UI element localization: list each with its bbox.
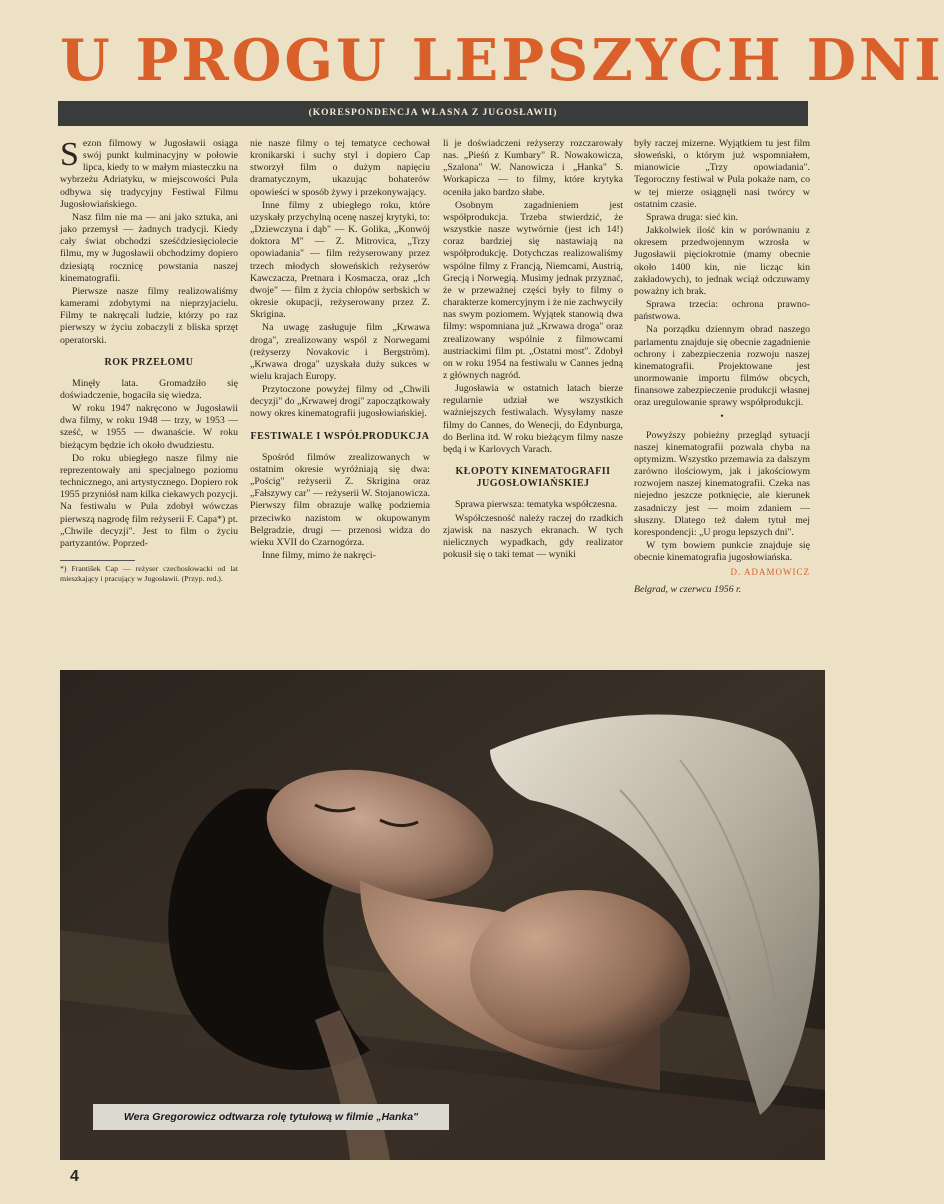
dropcap: S [60,136,79,173]
paragraph: Przytoczone powyżej filmy od „Chwili decyzji" do „Krwawej drogi" zapoczątkowały nowy okres kinematografii jugosłowiańskiej. [250,384,430,420]
paragraph: Spośród filmów zrealizowanych w ostatnim okresie wyróżniają się dwa: „Pościg" reżyserii Z. Skrigina oraz „Fałszywy car" — reżyserii W. Stojanowicza. Pierwszy film obrazuje walkę podziemia przeciwko nazistom w okupowanym Belgradzie, drugi — przenosi widza do wieku XVII do Czarnogórza. [250,451,430,548]
paragraph: były raczej mizerne. Wyjątkiem tu jest film słoweński, o którym już wspomniałem, mianowicie „Trzy opowiadania". Tegoroczny festiwal w Pula pokaże nam, co w tej mierze osiągnęli nasi twórcy w ostatnim czasie. [634,138,810,210]
section-divider: • [720,411,724,423]
paragraph: li je doświadczeni reżyserzy rozczarowały nas. „Pieśń z Kumbary" R. Nowakowicza, „Szalona" W. Nanowicza i „Hanka" S. Workapicza — to filmy, które krytyka oceniła jako bardzo słabe. [443,138,623,198]
paragraph: Inne filmy, mimo że nakręci- [262,550,376,561]
correspondence-subtitle: (KORESPONDENCJA WŁASNA Z JUGOSŁAWII) [58,101,808,126]
paragraph: Do roku ubiegłego nasze filmy nie reprezentowały ani specjalnego poziomu technicznego, ani artystycznego. Dopiero rok 1955 przyniósł nam kilka ciekawych pozycji. Na festiwalu w Pula zdobył wówczas pierwszą nagrodę film reżyserii F. Capa*) pt. „Chwile decyzji". Jest to film o życiu partyzantów. Poprzed- [60,452,238,549]
paragraph: Osobnym zagadnieniem jest współprodukcja. Trzeba stwierdzić, że wszystkie nasze wytwórnie (jest ich 14!) coraz bardziej się nastawiają na współprodukcję. Dotychczas realizowaliśmy wspólne filmy z Francją, Niemcami, Austrią, Grecją i Norwegią. Musimy jednak przyznać, że w przeważnej części były to filmy o charakterze komercyjnym i że nie zachwyciły nas swym poziomem. Wyjątek stanowią dwa filmy: wspomniana już „Krwawa droga" oraz zrealizowany wspólnie z filmowcami austriackimi film pt. „Ostatni most". Zdobył on w roku 1954 na festiwalu w Cannes jedną z głównych nagród. [443,199,623,381]
paragraph: Na uwagę zasługuje film „Krwawa droga", zrealizowany wspól z Norwegami (reżyserzy Novakovic i Bergström). „Krwawa droga" uzyskała duży sukces w wielu krajach Europy. [250,322,430,382]
paragraph: W roku 1947 nakręcono w Jugosławii dwa filmy, w roku 1948 — trzy, w 1953 — sześć, w 1955 — dwanaście. W roku bieżącym będzie ich około dwudziestu. [60,403,238,451]
dateline: Belgrad, w czerwcu 1956 r. [634,584,742,596]
photo-caption: Wera Gregorowicz odtwarza rolę tytułową w filmie „Hanka" [93,1104,449,1130]
article-column-4 [634,138,810,666]
paragraph: Pierwsze nasze filmy realizowaliśmy kamerami zdobytymi na nieprzyjacielu. Filmy te nakręcali ludzie, którzy po raz pierwszy w życiu zobaczyli z bliska sprzęt operatorski. [60,285,238,346]
article-column-2 [250,138,430,658]
paragraph: Współczesność należy raczej do rzadkich zjawisk na naszych ekranach. W tych nielicznych wypadkach, gdy realizator pokusił się o taki temat — wyniki [443,512,623,560]
paragraph: Sprawa trzecia: ochrona prawno-państwowa. [634,299,810,323]
paragraph: W tym bowiem punkcie znajduje się obecnie kinematografia jugosłowiańska. [634,540,810,564]
paragraph: Sprawa druga: sieć kin. [646,211,738,223]
paragraph: Inne filmy z ubiegłego roku, które uzyskały przychylną ocenę naszej krytyki, to: „Dziewczyna i dąb" — K. Golika, „Konwój doktora M" — Z. Mitrovica, „Trzy opowiadania" — film reżyserowany przez trzech młodych słoweńskich reżyserów Kawczacza, Pretnara i Kosmacza, oraz „Ich dwoje" — film z życia chłopów serbskich w okresie okupacji, reżyserowany przez Z. Skrigina. [250,199,430,321]
paragraph: nie nasze filmy o tej tematyce cechował kronikarski i suchy styl i dopiero Cap stworzył film o dużym napięciu dramatycznym, ukazując bohaterów opowieści w sposób żywy i przekonywający. [250,138,430,198]
film-still-photo [60,670,825,1160]
article-column-3 [443,138,623,658]
author-signature: D. ADAMOWICZ [730,567,810,578]
paragraph: Powyższy pobieżny przegląd sytuacji naszej kinematografii pozwala chyba na optymizm. Wszystko przemawia za dalszym zarówno ilościowym, jak i jakościowym rozwojem naszej kinematografii. Czeka nas niejedno jeszcze potknięcie, ale kierunek zasadniczy jest — moim zdaniem — słuszny. Dlatego też dałem tytuł mej korespondencji: „U progu lepszych dni". [634,429,810,538]
article-column-1 [60,138,238,670]
paragraph: Sezon filmowy w Jugosławii osiąga swój punkt kulminacyjny w połowie lipca, kiedy to w małym miasteczku na wybrzeżu Adriatyku, w miejscowości Pula odbywa się tradycyjny Festiwal Filmu Jugosłowiańskiego. [60,136,238,210]
footnote: *) František Cap — reżyser czechosłowacki od lat mieszkający i pracujący w Jugosławii. (Przyp. red.). [60,564,238,583]
paragraph: Jugosławia w ostatnich latach bierze regularnie udział we wszystkich ważniejszych festiwalach. Wysyłamy nasze filmy do Cannes, do Wenecji, do Edynburga, do Berlina itd. W roku bieżącym filmy nasze będą i w Karlovych Varach. [443,383,623,455]
section-heading: ROK PRZEŁOMU [104,356,194,368]
film-still-illustration [60,670,825,1160]
paragraph: Minęły lata. Gromadziło się doświadczenie, bogaciła się wiedza. [60,377,238,401]
article-title: U PROGU LEPSZYCH DNI [60,27,944,94]
page-number: 4 [70,1168,79,1185]
paragraph: Nasz film nie ma — ani jako sztuka, ani jako przemysł — żadnych tradycji. Kiedy cały świat obchodzi sześćdziesięciolecie filmu, my w Jugosławii obchodzimy dopiero dziesiątą rocznicę powstania naszej kinematografii. [60,211,238,284]
section-heading: FESTIWALE I WSPÓŁPRODUKCJA [250,430,430,442]
paragraph: Na porządku dziennym obrad naszego parlamentu znajduje się obecnie zagadnienie ochrony i zabezpieczenia rozwoju naszej kinematografii. Projektowane jest unormowanie importu filmów obcych, finansowe zabezpieczenie produkcji własnej oraz uregulowanie sprawy współprodukcji. [634,324,810,409]
footnote-rule [60,560,135,561]
section-heading: KŁOPOTY KINEMATOGRAFII JUGOSŁOWIAŃSKIEJ [455,466,611,490]
paragraph: Sprawa pierwsza: tematyka współczesna. [455,499,618,511]
paragraph: Jakkolwiek ilość kin w porównaniu z okresem przedwojennym wzrosła w Jugosławii pięciokrotnie (mamy obecnie około 1400 kin, nie licząc kin zakładowych), to jednak wciąż odczuwamy poważny ich brak. [634,225,810,297]
